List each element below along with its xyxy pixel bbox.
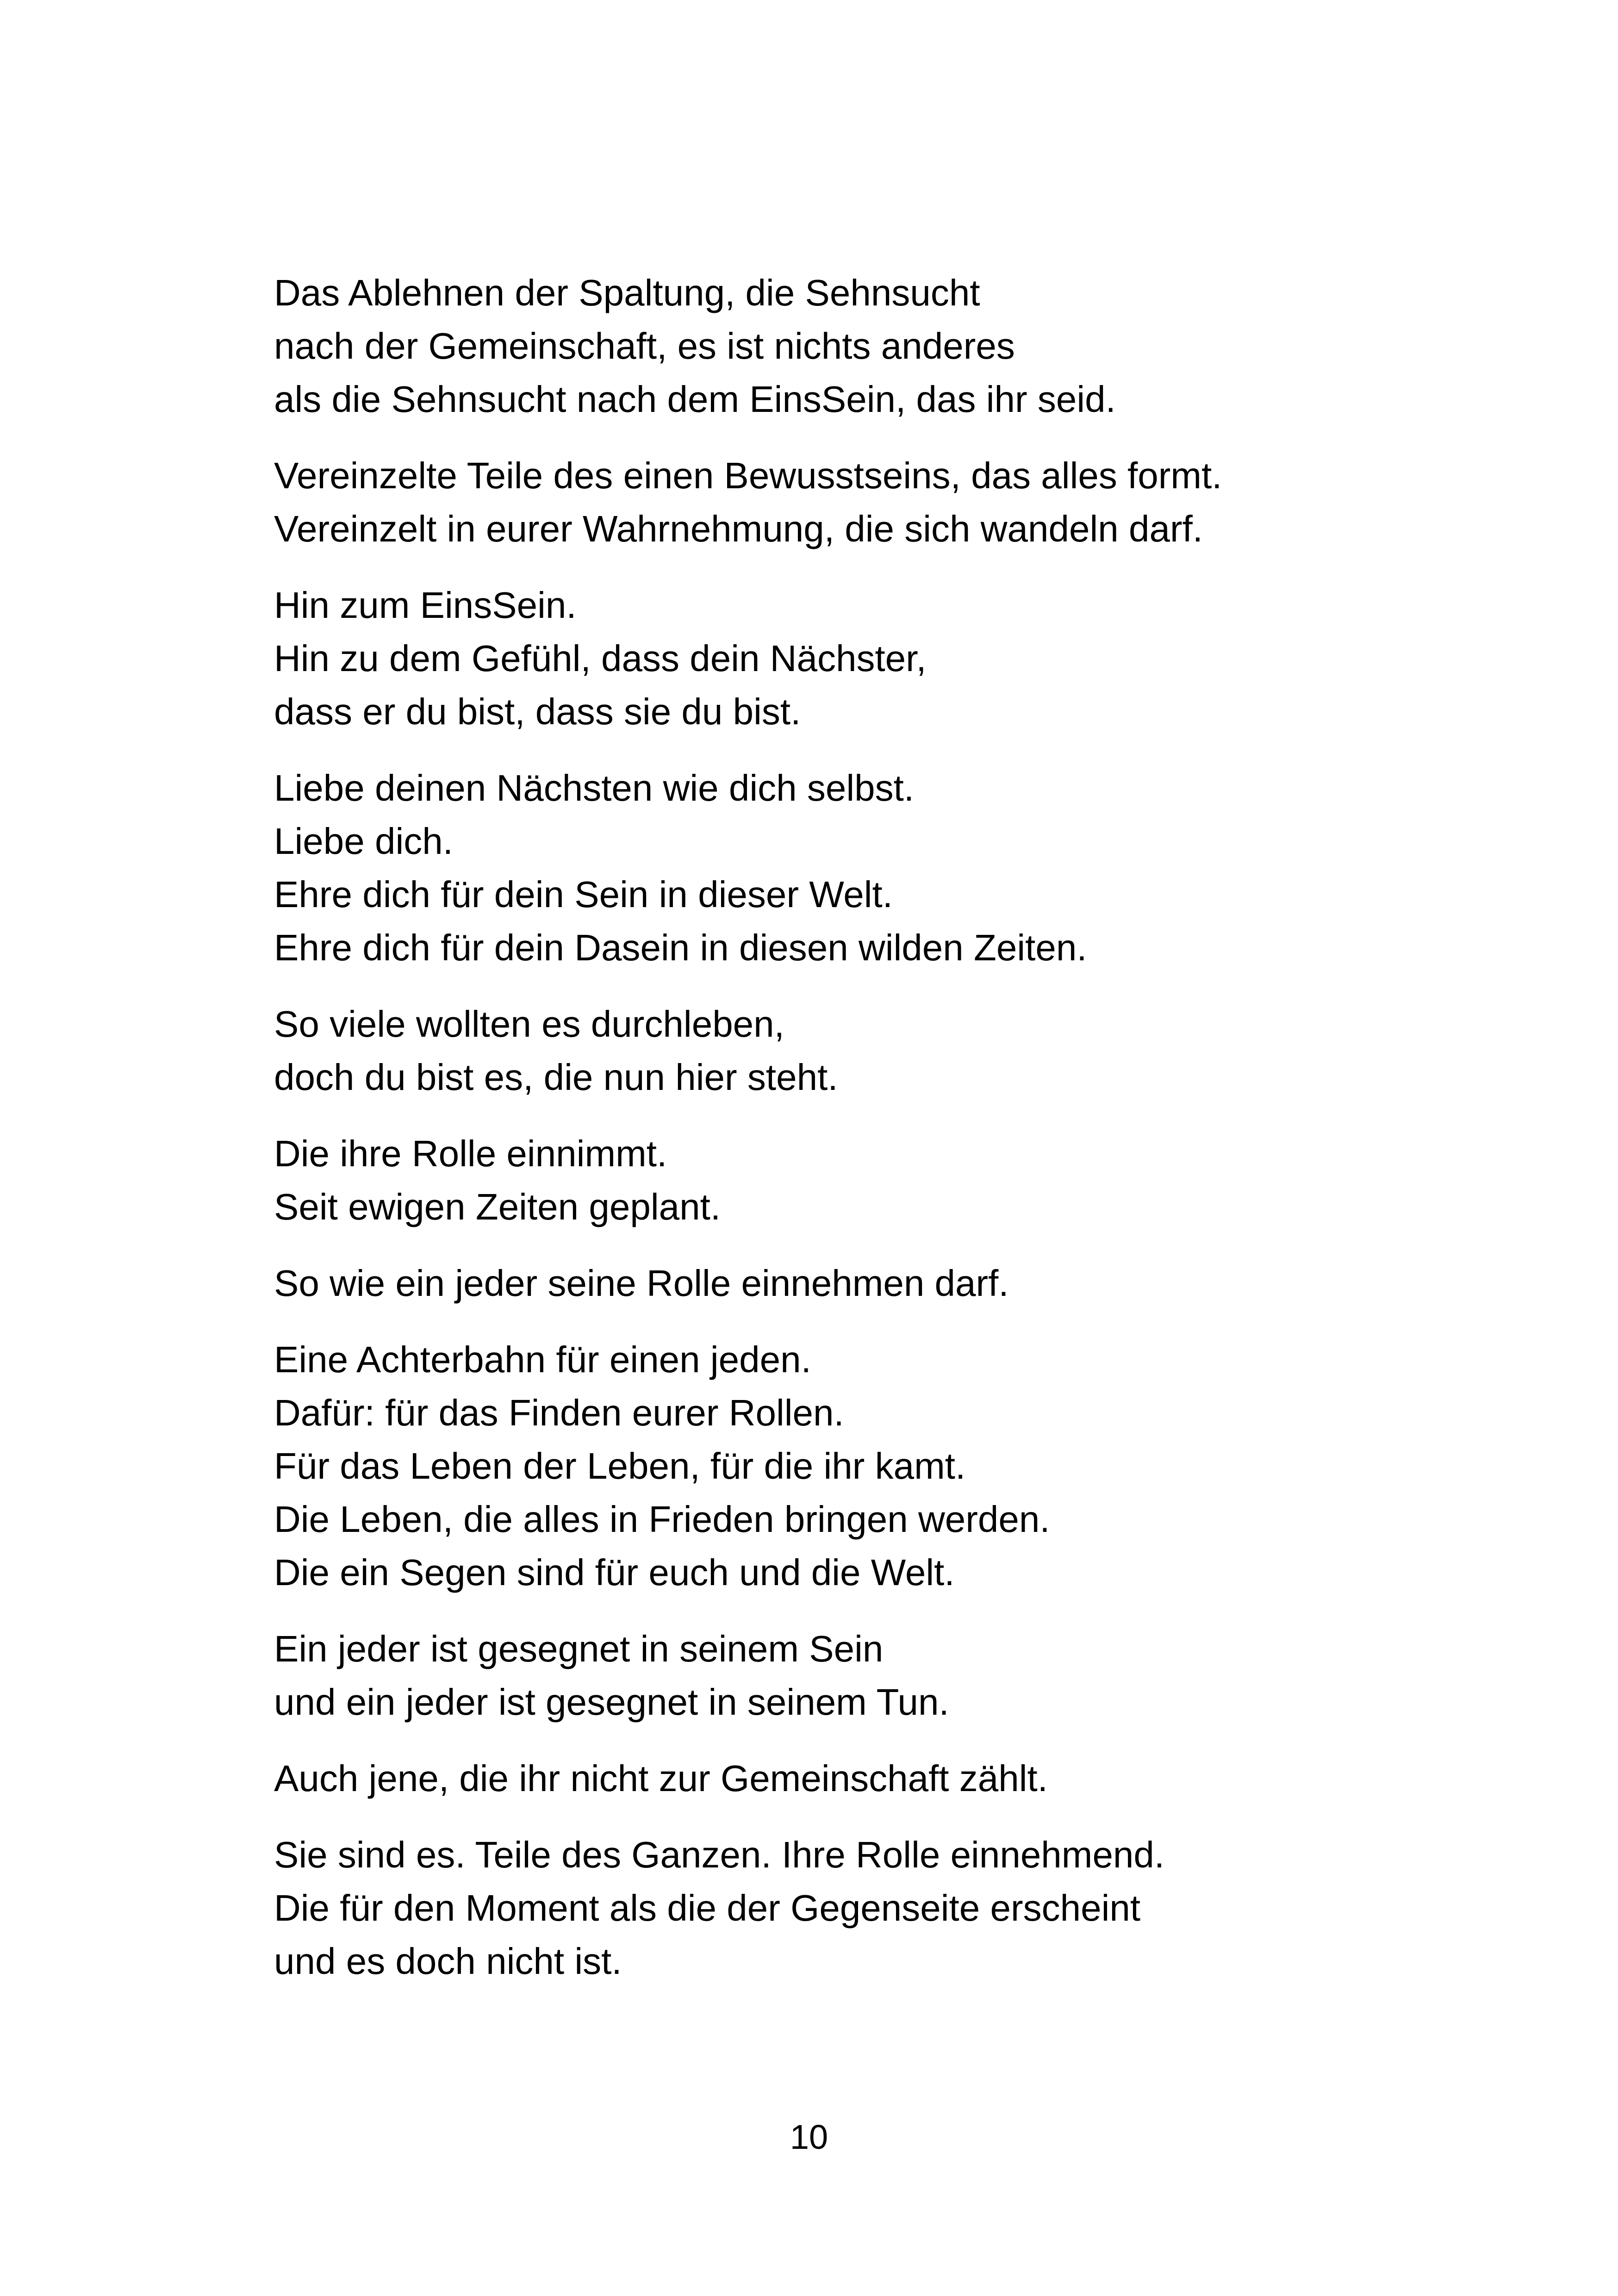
stanza	[274, 449, 1524, 555]
poem-line: Liebe deinen Nächsten wie dich selbst.	[274, 767, 915, 809]
stanza	[274, 1127, 1524, 1233]
poem-line: Liebe dich.	[274, 821, 453, 862]
poem-line: Für das Leben der Leben, für die ihr kamt.	[274, 1445, 966, 1487]
poem-line: Die ein Segen sind für euch und die Welt.	[274, 1552, 955, 1593]
poem-line: Ein jeder ist gesegnet in seinem Sein	[274, 1628, 884, 1669]
poem-line: Die ihre Rolle einnimmt.	[274, 1133, 667, 1174]
stanza	[274, 1622, 1524, 1729]
poem-line: Hin zu dem Gefühl, dass dein Nächster,	[274, 638, 927, 679]
poem-body	[274, 266, 1524, 2011]
poem-line: Hin zum EinsSein.	[274, 585, 577, 626]
poem-line: Sie sind es. Teile des Ganzen. Ihre Rolle einnehmend.	[274, 1834, 1165, 1875]
poem-line: So wie ein jeder seine Rolle einnehmen darf.	[274, 1263, 1009, 1304]
poem-line: als die Sehnsucht nach dem EinsSein, das ihr seid.	[274, 379, 1116, 420]
stanza	[274, 761, 1524, 974]
poem-line: doch du bist es, die nun hier steht.	[274, 1057, 838, 1098]
stanza	[274, 1333, 1524, 1599]
stanza	[274, 266, 1524, 426]
poem-line: Das Ablehnen der Spaltung, die Sehnsucht	[274, 272, 980, 313]
stanza	[274, 579, 1524, 738]
stanza	[274, 1752, 1524, 1805]
poem-line: Ehre dich für dein Sein in dieser Welt.	[274, 874, 893, 915]
stanza	[274, 1828, 1524, 1988]
stanza	[274, 1257, 1524, 1310]
page-number: 10	[790, 2118, 828, 2156]
poem-line: und es doch nicht ist.	[274, 1941, 622, 1982]
poem-line: nach der Gemeinschaft, es ist nichts anderes	[274, 325, 1015, 367]
poem-line: und ein jeder ist gesegnet in seinem Tun.	[274, 1681, 949, 1723]
poem-line: Vereinzelte Teile des einen Bewusstseins, das alles formt.	[274, 455, 1222, 496]
poem-line: Vereinzelt in eurer Wahrnehmung, die sich wandeln darf.	[274, 508, 1203, 549]
poem-line: Auch jene, die ihr nicht zur Gemeinschaft zählt.	[274, 1758, 1048, 1799]
poem-line: Eine Achterbahn für einen jeden.	[274, 1339, 811, 1380]
poem-line: Dafür: für das Finden eurer Rollen.	[274, 1392, 844, 1433]
poem-line: So viele wollten es durchleben,	[274, 1003, 784, 1045]
poem-line: Ehre dich für dein Dasein in diesen wilden Zeiten.	[274, 927, 1087, 968]
poem-line: dass er du bist, dass sie du bist.	[274, 691, 801, 732]
poem-line: Seit ewigen Zeiten geplant.	[274, 1186, 721, 1227]
stanza	[274, 997, 1524, 1104]
poem-line: Die für den Moment als die der Gegenseite erscheint	[274, 1887, 1141, 1929]
poem-line: Die Leben, die alles in Frieden bringen werden.	[274, 1499, 1050, 1540]
